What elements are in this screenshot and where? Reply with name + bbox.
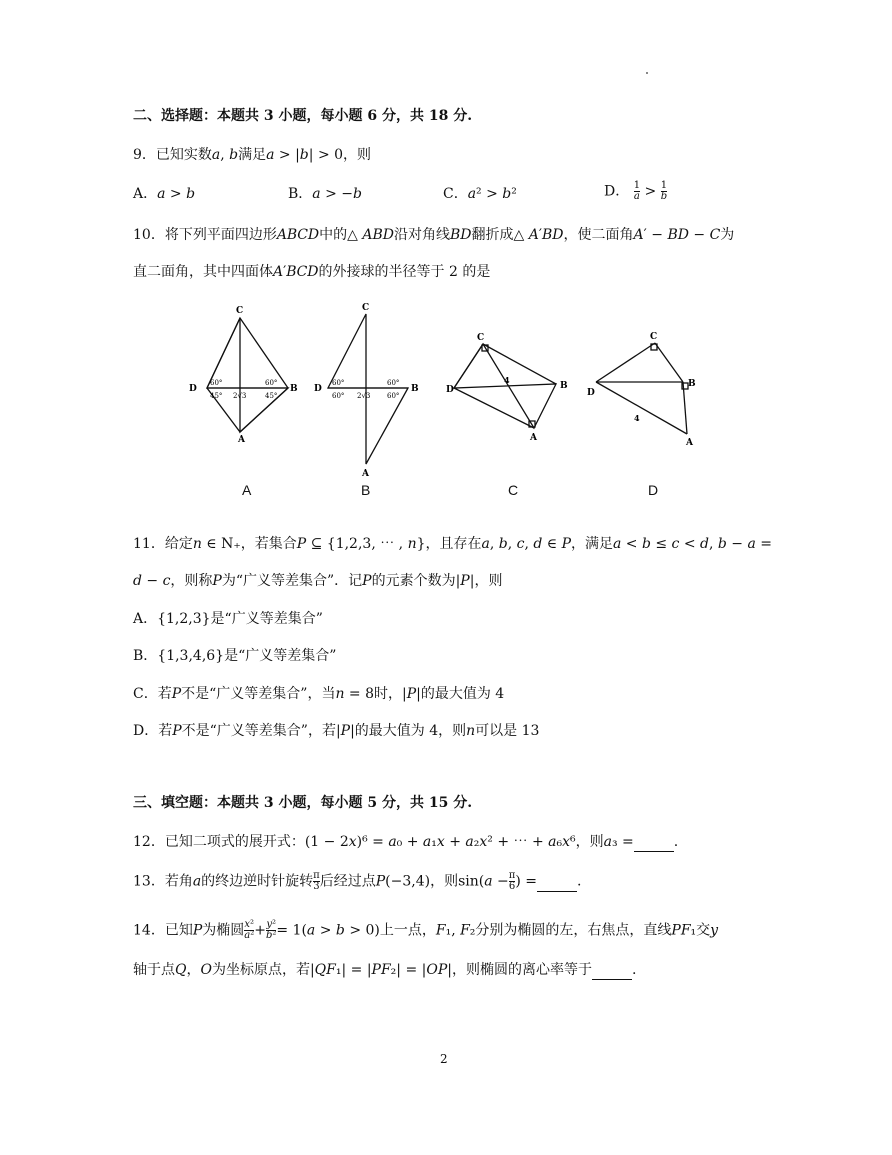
fig-b-label-c: C bbox=[362, 303, 370, 313]
fig-a-angle-1: 60° bbox=[210, 379, 223, 387]
fig-b-label-b: B bbox=[411, 384, 419, 394]
q10-figures-svg bbox=[180, 300, 740, 510]
fig-c-label-a: A bbox=[530, 433, 537, 443]
q9-stem: 9．已知实数𝑎, 𝑏满足𝑎 > |𝑏| > 0，则 bbox=[133, 147, 372, 163]
q12-text: 12．已知二项式的展开式：(1 − 2𝑥)⁶ = 𝑎₀ + 𝑎₁𝑥 + 𝑎₂𝑥² + ⋯ + 𝑎₆𝑥⁶，则𝑎₃ = bbox=[133, 834, 634, 850]
fig-b-angle-4: 60° bbox=[387, 392, 400, 400]
q11-option-c: C．若𝑃不是“广义等差集合”，当𝑛 = 8时，|𝑃|的最大值为 4 bbox=[133, 686, 505, 702]
fig-d-label-d: D bbox=[587, 388, 595, 398]
fig-a-label-a: A bbox=[238, 435, 245, 445]
q9-d-frac1: $\frac{1}{\text{𝑎}}$ bbox=[633, 180, 641, 202]
q9-option-a: A．𝑎 > 𝑏 bbox=[133, 186, 196, 202]
section-2-heading: 二、选择题：本题共 3 小题，每小题 6 分，共 18 分. bbox=[133, 108, 473, 124]
fig-a-label-c: C bbox=[236, 306, 244, 316]
q13-frac-pi-6: $\frac{\pi}{6}$ bbox=[508, 870, 516, 892]
fig-a-label-b: B bbox=[290, 384, 298, 394]
fig-b-length: 2√3 bbox=[357, 392, 371, 400]
q11-option-d: D．若𝑃不是“广义等差集合”，若|𝑃|的最大值为 4，则𝑛可以是 13 bbox=[133, 723, 540, 739]
figure-a-shape bbox=[207, 318, 288, 432]
q12: 12．已知二项式的展开式：(1 − 2𝑥)⁶ = 𝑎₀ + 𝑎₁𝑥 + 𝑎₂𝑥² + ⋯ + 𝑎₆𝑥⁶，则𝑎₃ = . bbox=[133, 834, 679, 850]
fig-c-label-b: B bbox=[560, 381, 568, 391]
figure-d-shape bbox=[596, 343, 688, 434]
fig-c-label-c: C bbox=[477, 333, 485, 343]
fig-a-length: 2√3 bbox=[233, 392, 247, 400]
q13: 13．若角𝑎的终边逆时针旋转 $\frac{\pi}{3}$ 后经过点𝑃(−3,4)，则sin(𝑎 − $\frac{\pi}{6}$ ) = . bbox=[133, 870, 582, 892]
section-3-heading: 三、填空题：本题共 3 小题，每小题 5 分，共 15 分. bbox=[133, 795, 473, 811]
q10-figures bbox=[180, 300, 740, 510]
figure-label-d: D bbox=[648, 482, 659, 498]
fig-c-length: 4 bbox=[504, 375, 510, 385]
q14-line1: 14．已知𝑃为椭圆 $\frac{\text{𝑥²}}{\text{𝑎²}}$ + $\frac{\text{𝑦²}}{\text{𝑏²}}$ = 1(𝑎 > 𝑏 > 0)上一点，𝐹₁, 𝐹₂分别为椭圆的左，右焦点，直线𝑃𝐹₁交𝑦 bbox=[133, 919, 719, 941]
q9-d-frac2: $\frac{1}{\text{𝑏}}$ bbox=[660, 180, 668, 202]
fig-b-angle-3: 60° bbox=[332, 392, 345, 400]
q11-option-b: B．{1,3,4,6}是“广义等差集合” bbox=[133, 648, 337, 664]
q10-line2: 直二面角，其中四面体𝐴′𝐵𝐶𝐷的外接球的半径等于 2 的是 bbox=[133, 264, 491, 280]
fig-b-angle-1: 60° bbox=[332, 379, 345, 387]
figure-label-b: B bbox=[361, 482, 371, 498]
q11-line1: 11．给定𝑛 ∈ N₊，若集合𝑃 ⊆ {1,2,3, ⋯ , 𝑛}，且存在𝑎, 𝑏, 𝑐, 𝑑 ∈ 𝑃，满足𝑎 < 𝑏 ≤ 𝑐 < 𝑑, 𝑏 − 𝑎 = bbox=[133, 536, 773, 552]
q9-d-prefix: D． bbox=[604, 183, 630, 200]
figure-label-a: A bbox=[242, 482, 252, 498]
fig-b-angle-2: 60° bbox=[387, 379, 400, 387]
q13-answer-blank[interactable] bbox=[537, 877, 577, 892]
q11-option-a: A．{1,2,3}是“广义等差集合” bbox=[133, 611, 323, 627]
q10-line1: 10．将下列平面四边形𝐴𝐵𝐶𝐷中的△ 𝐴𝐵𝐷沿对角线𝐵𝐷翻折成△ 𝐴′𝐵𝐷，使二面角𝐴′ − 𝐵𝐷 − 𝐶为 bbox=[133, 227, 735, 243]
figure-a-outline bbox=[207, 318, 288, 432]
fig-a-angle-2: 60° bbox=[265, 379, 278, 387]
figure-c-shape bbox=[454, 344, 556, 428]
fig-c-label-d: D bbox=[446, 385, 454, 395]
fig-b-label-d: D bbox=[314, 384, 322, 394]
fig-a-label-d: D bbox=[189, 384, 197, 394]
q13-frac-pi-3: $\frac{\pi}{3}$ bbox=[313, 870, 320, 892]
q12-answer-blank[interactable] bbox=[634, 837, 674, 852]
page-number: 2 bbox=[440, 1052, 448, 1066]
figure-label-c: C bbox=[508, 482, 519, 498]
figure-b-shape bbox=[328, 314, 408, 464]
fig-d-label-c: C bbox=[650, 332, 658, 342]
q11-line2: 𝑑 − 𝑐，则称𝑃为“广义等差集合”．记𝑃的元素个数为|𝑃|，则 bbox=[133, 573, 503, 589]
scan-dot bbox=[646, 72, 648, 74]
q14-frac-y: $\frac{\text{𝑦²}}{\text{𝑏²}}$ bbox=[265, 919, 277, 941]
q14-frac-x: $\frac{\text{𝑥²}}{\text{𝑎²}}$ bbox=[244, 919, 255, 941]
fig-a-angle-4: 45° bbox=[265, 392, 278, 400]
q14-line2: 轴于点𝑄，𝑂为坐标原点，若|𝑄𝐹₁| = |𝑃𝐹₂| = |𝑂𝑃|，则椭圆的离心率等于 . bbox=[133, 962, 637, 978]
fig-d-length: 4 bbox=[634, 413, 640, 423]
q9-option-b: B．𝑎 > −𝑏 bbox=[288, 186, 362, 202]
q9-option-c: C．𝑎² > 𝑏² bbox=[443, 186, 517, 202]
fig-d-label-b: B bbox=[688, 379, 696, 389]
fig-a-angle-3: 45° bbox=[210, 392, 223, 400]
fig-b-label-a: A bbox=[362, 469, 369, 479]
fig-d-label-a: A bbox=[686, 438, 693, 448]
q9-option-d: D． $\frac{1}{\text{𝑎}}$ > $\frac{1}{\text{𝑏}}$ bbox=[604, 180, 668, 202]
q14-answer-blank[interactable] bbox=[592, 965, 632, 980]
